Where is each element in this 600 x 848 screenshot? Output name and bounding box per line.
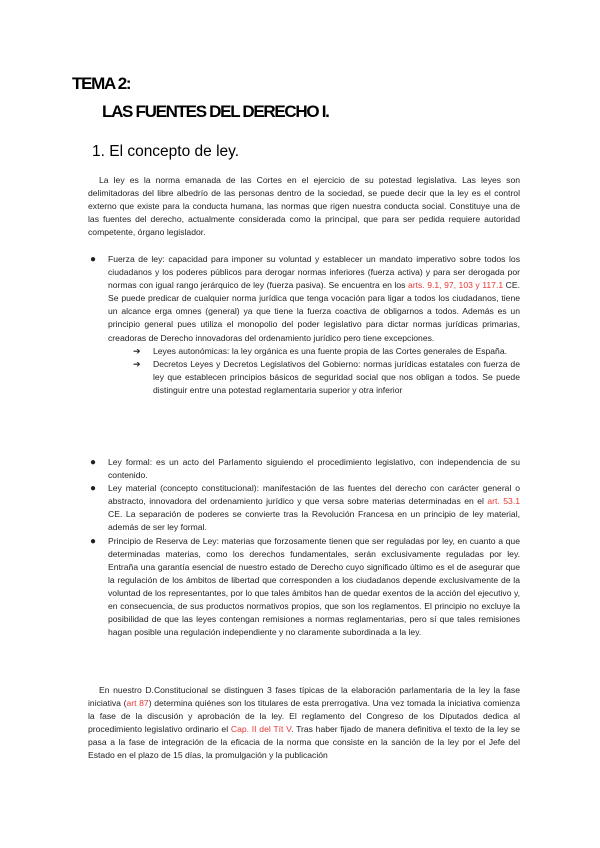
sub-list [108, 345, 520, 397]
material-text-before: Ley material (concepto constitucional): manifestación de las fuentes del derecho con carácter general o abstracto, innovadora del ordenamiento jurídico y que versa sobre materias determinadas en el [108, 483, 520, 507]
section-heading: 1. El concepto de ley. [92, 143, 240, 160]
list-item-ley-formal [90, 456, 520, 482]
bullet-list-tipos [90, 456, 520, 639]
fuerza-article-ref: arts. 9.1, 97, 103 y 117.1 [407, 280, 504, 291]
material-text-after: CE. La separación de poderes se convierte tras la Revolución Francesa en un principio de ley material, además de ser ley formal. [108, 509, 520, 533]
material-article-ref: art. 53.1 [487, 496, 520, 507]
bullet-icon: ● [90, 457, 97, 468]
outro-text-3: . Tras haber fijado de manera definitiva el texto de la ley se pasa a la fase de integración de la eficacia de la norma que consiste en la sanción de la ley por el Jefe del Estado en el plazo de 15 días, la promulgación y la publicación [88, 724, 520, 761]
outro-article-ref: art 87 [126, 698, 149, 709]
tema-title: TEMA 2: [72, 74, 131, 93]
outro-text-1: En nuestro D.Constitucional se distinguen 3 fases típicas de la elaboración parlamentaria de la ley la fase iniciativa ( [88, 685, 520, 709]
bullet-icon: ● [90, 483, 97, 495]
tema-subtitle: LAS FUENTES DEL DERECHO I. [102, 102, 329, 121]
list-item-ley-material [90, 482, 520, 534]
bullet-icon: ● [90, 254, 97, 265]
outro-paragraph [88, 684, 520, 763]
fuerza-text-before: Fuerza de ley: capacidad para imponer su voluntad y establecer un mandato imperativo sobre todos los ciudadanos y los poderes públicos para derogar normas inferiores (fuerza activa) y para ser derogada por normas con igual rango jerárquico de ley (fuerza pasiva). Se encuentra en los [108, 254, 520, 291]
intro-paragraph: La ley es la norma emanada de las Cortes en el ejercicio de su potestad legislativa. Las leyes son delimitadoras del libre albedrío de las personas dentro de la sociedad, se puede decir que la ley es el control externo que existe para la conducta humana, las normas que rigen nuestra conducta social. Constituye una de las fuentes del derecho, actualmente considerada como la principal, que para ser pedida requiere autoridad competente, órgano legislador. [88, 175, 520, 238]
list-item-reserva-de-ley [90, 535, 520, 640]
list-item-fuerza-de-ley [90, 253, 520, 397]
sub-item-leyes-autonomicas [108, 345, 520, 358]
bullet-icon: ● [90, 535, 97, 547]
fuerza-text-after: CE. Se puede predicar de cualquier norma jurídica que tenga vocación para ligar a todos los ciudadanos, tiene un alcance erga omnes (general) ya que tiene la fuerza coactiva de obligarnos a todos. Además es un principio general pues utiliza el monopolio del poder legislativo para dictar normas jurídicas primarias, creadoras de Derecho innovadoras del ordenamiento jurídico pero tiene excepciones. [108, 280, 520, 343]
arrow-icon: ➔ [133, 345, 141, 356]
reserva-text: Principio de Reserva de Ley: materias que forzosamente tienen que ser reguladas por ley, en cuanto a que determinadas materias, como los derechos fundamentales, serán exclusivamente reguladas por ley. Entraña una garantía esencial de nuestro estado de Derecho cuyo significado último es el de asegurar que la regulación de los ámbitos de libertad que corresponden a los ciudadanos depende exclusivamente de la voluntad de los representantes, por lo que tales ámbitos han de quedar exentos de la acción del ejecutivo y, en consecuencia, de sus productos normativos propios, que son los reglamentos. El principio no excluye la posibilidad de que las leyes contengan remisiones a normas reglamentarias, pero sí que tales remisiones hagan posible una regulación independiente y no claramente subordinada a la ley. [108, 535, 520, 638]
sub-item-decretos [108, 358, 520, 397]
outro-text-2: ) determina quiénes son los titulares de esta prerrogativa. Una vez tomada la iniciativa comienza la fase de la discusión y aprobación de la ley. El reglamento del Congreso de los Diputados dedica al procedimiento legislativo ordinario el [88, 698, 521, 735]
sub-item-text: Decretos Leyes y Decretos Legislativos del Gobierno: normas jurídicas estatales con fuerza de ley que establecen principios básicos de seguridad social que nos obligan a todos. Se puede distinguir entre una potestad reglamentaria superior y otra inferior [153, 358, 520, 395]
formal-text: Ley formal: es un acto del Parlamento siguiendo el procedimiento legislativo, con independencia de su contenido. [108, 457, 520, 481]
arrow-icon: ➔ [133, 358, 141, 369]
bullet-list-fuerza [90, 253, 520, 397]
outro-chapter-ref: Cap. II del Tít V [230, 724, 292, 735]
sub-item-text: Leyes autonómicas: la ley orgánica es una fuente propia de las Cortes generales de España. [153, 345, 508, 356]
